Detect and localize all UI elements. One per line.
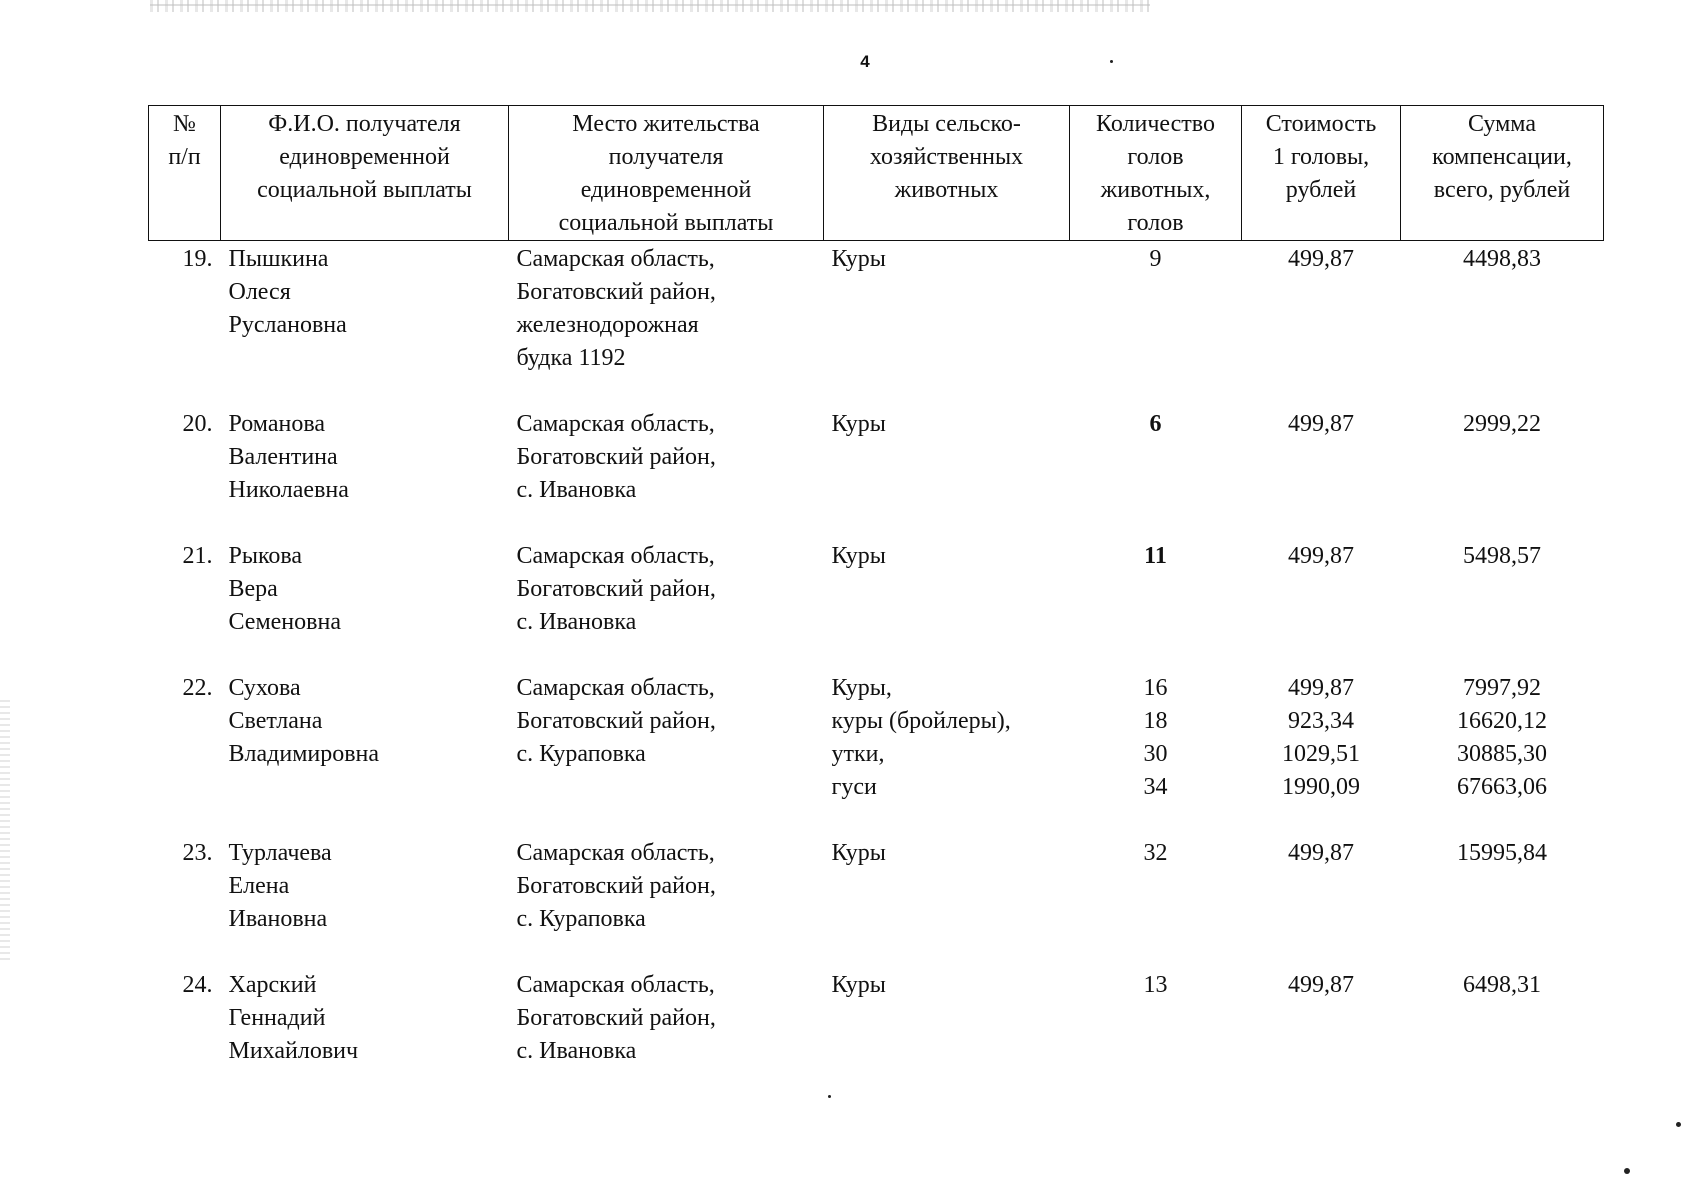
recipient-address-line: Самарская область,: [516, 840, 715, 866]
recipient-address-line: Богатовский район,: [516, 279, 716, 305]
recipient-address-line: Самарская область,: [516, 411, 715, 437]
head-count: [1070, 835, 1242, 967]
price-per-head-line: 1990,09: [1282, 774, 1360, 800]
animal-kinds: [824, 538, 1070, 670]
recipient-name-line: Светлана: [228, 708, 323, 734]
head-count: [1070, 670, 1242, 835]
recipient-address-line: с. Ивановка: [516, 609, 637, 635]
recipient-address-line: Богатовский район,: [516, 1005, 716, 1031]
header-animal-kinds: [824, 106, 1070, 241]
recipient-address: [509, 670, 824, 835]
price-per-head: [1242, 967, 1401, 1099]
table-header-row: [149, 106, 1604, 241]
recipient-name-line: Николаевна: [228, 477, 349, 503]
table-row: [149, 241, 1604, 407]
recipient-address-line: с. Кураповка: [516, 906, 646, 932]
recipient-name-line: Сухова: [228, 675, 301, 701]
header-quantity: [1070, 106, 1242, 241]
header-line: социальной выплаты: [257, 177, 472, 203]
head-count-line: 6: [1149, 411, 1162, 437]
recipient-address: [509, 967, 824, 1099]
recipient-name-line: Ивановна: [228, 906, 328, 932]
row-number: [149, 406, 221, 538]
recipient-name-line: Валентина: [228, 444, 338, 470]
animal-kinds: [824, 406, 1070, 538]
header-number: [149, 106, 221, 241]
scan-speck: [1110, 60, 1113, 63]
recipient-address: [509, 406, 824, 538]
price-per-head-line: 499,87: [1288, 411, 1354, 437]
recipient-name: [221, 538, 509, 670]
compensation-sum: [1401, 967, 1604, 1099]
scan-speck: [1624, 1168, 1630, 1174]
recipient-address-line: Самарская область,: [516, 972, 715, 998]
recipient-name: [221, 835, 509, 967]
header-line: Сумма: [1468, 111, 1536, 137]
animal-kinds: [824, 241, 1070, 407]
price-per-head-line: 499,87: [1288, 972, 1354, 998]
table-row: [149, 835, 1604, 967]
scan-artifact-top: [150, 0, 1150, 12]
recipient-name: [221, 670, 509, 835]
table-row: [149, 538, 1604, 670]
header-line: голов: [1127, 210, 1184, 236]
recipient-name-line: Харский: [228, 972, 317, 998]
header-line: 1 головы,: [1272, 144, 1370, 170]
header-line: №: [173, 111, 196, 137]
compensation-sum-line: 4498,83: [1463, 246, 1541, 272]
header-line: единовременной: [279, 144, 450, 170]
price-per-head: [1242, 241, 1401, 407]
header-line: хозяйственных: [869, 144, 1024, 170]
animal-kinds: [824, 670, 1070, 835]
recipient-name-line: Романова: [228, 411, 325, 437]
recipient-name-line: Рыкова: [228, 543, 303, 569]
compensation-sum: [1401, 538, 1604, 670]
recipient-name: [221, 406, 509, 538]
animal-kinds-line: гуси: [831, 774, 877, 800]
compensation-sum: [1401, 241, 1604, 407]
page-number: 4: [860, 52, 870, 71]
recipient-name: [221, 241, 509, 407]
compensation-sum-line: 6498,31: [1463, 972, 1541, 998]
recipient-name-line: Елена: [228, 873, 290, 899]
head-count-line: 13: [1143, 972, 1168, 998]
head-count-line: 16: [1143, 675, 1168, 701]
table-body: [149, 241, 1604, 1100]
head-count-line: 9: [1149, 246, 1162, 272]
price-per-head-line: 1029,51: [1282, 741, 1360, 767]
animal-kinds: [824, 835, 1070, 967]
price-per-head: [1242, 835, 1401, 967]
compensation-sum-line: 16620,12: [1457, 708, 1547, 734]
head-count-line: 11: [1144, 543, 1167, 569]
head-count-line: 32: [1143, 840, 1168, 866]
row-number-line: 21.: [182, 543, 213, 569]
animal-kinds-line: Куры: [831, 972, 886, 998]
compensation-sum: [1401, 835, 1604, 967]
header-line: п/п: [168, 144, 201, 170]
recipient-address-line: Богатовский район,: [516, 873, 716, 899]
recipient-address-line: Самарская область,: [516, 543, 715, 569]
compensation-table: [148, 105, 1604, 1099]
header-line: голов: [1127, 144, 1184, 170]
recipient-address-line: Самарская область,: [516, 246, 715, 272]
header-line: рублей: [1285, 177, 1357, 203]
header-line: социальной выплаты: [558, 210, 774, 236]
recipient-address: [509, 538, 824, 670]
recipient-address-line: Богатовский район,: [516, 576, 716, 602]
scan-speck: [1676, 1122, 1681, 1127]
recipient-address: [509, 835, 824, 967]
recipient-name-line: Семеновна: [228, 609, 341, 635]
scan-artifact-left: [0, 700, 10, 960]
row-number-line: 20.: [182, 411, 213, 437]
price-per-head-line: 499,87: [1288, 543, 1354, 569]
recipient-name-line: Турлачева: [228, 840, 332, 866]
header-line: компенсации,: [1432, 144, 1572, 170]
compensation-sum-line: 2999,22: [1463, 411, 1541, 437]
recipient-address-line: Богатовский район,: [516, 708, 716, 734]
header-price: [1242, 106, 1401, 241]
recipient-name-line: Геннадий: [228, 1005, 326, 1031]
recipient-name-line: Пышкина: [228, 246, 329, 272]
row-number-line: 22.: [182, 675, 213, 701]
price-per-head-line: 499,87: [1288, 675, 1354, 701]
header-line: Количество: [1096, 111, 1215, 137]
price-per-head: [1242, 406, 1401, 538]
animal-kinds-line: Куры: [831, 840, 886, 866]
table-row: [149, 670, 1604, 835]
row-number: [149, 835, 221, 967]
head-count-line: 34: [1143, 774, 1168, 800]
animal-kinds-line: Куры,: [831, 675, 892, 701]
row-number: [149, 967, 221, 1099]
header-line: животных,: [1100, 177, 1211, 203]
header-address: [509, 106, 824, 241]
price-per-head-line: 923,34: [1288, 708, 1354, 734]
recipient-name: [221, 967, 509, 1099]
header-line: Место жительства: [572, 111, 760, 137]
animal-kinds-line: утки,: [831, 741, 885, 767]
compensation-sum: [1401, 406, 1604, 538]
recipient-address-line: железнодорожная: [516, 312, 699, 338]
compensation-sum: [1401, 670, 1604, 835]
recipient-address-line: Богатовский район,: [516, 444, 716, 470]
recipient-name-line: Вера: [228, 576, 278, 602]
animal-kinds-line: Куры: [831, 246, 886, 272]
header-name: [221, 106, 509, 241]
head-count-line: 30: [1143, 741, 1168, 767]
recipient-address: [509, 241, 824, 407]
price-per-head: [1242, 538, 1401, 670]
header-sum: [1401, 106, 1604, 241]
head-count: [1070, 967, 1242, 1099]
header-line: животных: [894, 177, 999, 203]
header-line: единовременной: [580, 177, 752, 203]
table-row: [149, 406, 1604, 538]
header-line: Виды сельско-: [872, 111, 1021, 137]
table-row: [149, 967, 1604, 1099]
header-line: получателя: [608, 144, 724, 170]
compensation-sum-line: 7997,92: [1463, 675, 1541, 701]
compensation-sum-line: 67663,06: [1457, 774, 1547, 800]
animal-kinds-line: Куры: [831, 411, 886, 437]
head-count: [1070, 538, 1242, 670]
recipient-address-line: будка 1192: [516, 345, 626, 371]
recipient-name-line: Руслановна: [228, 312, 347, 338]
head-count: [1070, 406, 1242, 538]
recipient-address-line: с. Ивановка: [516, 477, 637, 503]
compensation-sum-line: 5498,57: [1463, 543, 1541, 569]
animal-kinds-line: Куры: [831, 543, 886, 569]
scan-artifact-top-line: [150, 4, 1150, 6]
price-per-head-line: 499,87: [1288, 840, 1354, 866]
row-number: [149, 538, 221, 670]
recipient-address-line: с. Кураповка: [516, 741, 646, 767]
recipient-name-line: Владимировна: [228, 741, 380, 767]
animal-kinds: [824, 967, 1070, 1099]
row-number-line: 19.: [182, 246, 213, 272]
head-count: [1070, 241, 1242, 407]
row-number: [149, 670, 221, 835]
price-per-head-line: 499,87: [1288, 246, 1354, 272]
compensation-sum-line: 30885,30: [1457, 741, 1547, 767]
header-line: Ф.И.О. получателя: [268, 111, 461, 137]
compensation-sum-line: 15995,84: [1457, 840, 1547, 866]
price-per-head: [1242, 670, 1401, 835]
recipient-name-line: Михайлович: [228, 1038, 359, 1064]
header-line: Стоимость: [1265, 111, 1377, 137]
animal-kinds-line: куры (бройлеры),: [831, 708, 1011, 734]
recipient-address-line: Самарская область,: [516, 675, 715, 701]
recipient-address-line: с. Ивановка: [516, 1038, 637, 1064]
row-number-line: 23.: [182, 840, 213, 866]
row-number-line: 24.: [182, 972, 213, 998]
head-count-line: 18: [1143, 708, 1168, 734]
recipient-name-line: Олеся: [228, 279, 291, 305]
header-line: всего, рублей: [1433, 177, 1571, 203]
row-number: [149, 241, 221, 407]
